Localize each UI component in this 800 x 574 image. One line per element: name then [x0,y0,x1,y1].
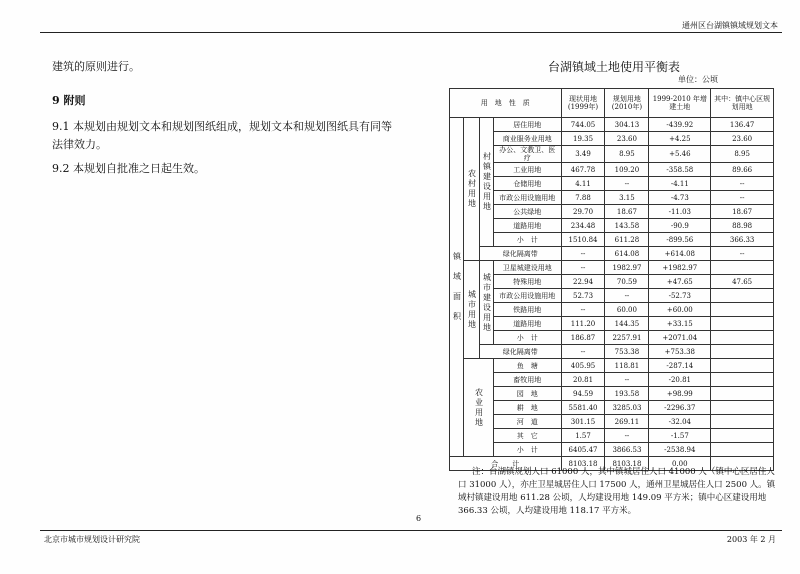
cell-planned: -- [605,373,649,387]
cell-current: 186.87 [561,331,605,345]
cell-current: 20.81 [561,373,605,387]
cell-increase: +98.99 [649,387,711,401]
section-heading: 9 附则 [52,94,86,107]
land-use-table [449,88,774,471]
cell-current: 5581.40 [561,401,605,415]
table-title: 台湖镇域土地使用平衡表 [548,60,681,74]
cell-current: 22.94 [561,275,605,289]
group-urban-construction: 城市建设用地 [479,261,493,345]
table-row [450,345,774,359]
table-row [450,429,774,443]
page-number: 6 [416,514,422,523]
table-unit: 单位：公顷 [678,75,718,84]
cell-current: 4.11 [561,177,605,191]
row-name: 居住用地 [493,118,561,132]
row-name: 耕 地 [493,401,561,415]
cell-center: 23.60 [711,132,774,146]
table-row [450,191,774,205]
cell-current: -- [561,261,605,275]
row-name: 小 计 [493,331,561,345]
table-row [450,331,774,345]
cell-current: 1510.84 [561,233,605,247]
cell-planned: 18.67 [605,205,649,219]
cell-center: 89.66 [711,163,774,177]
cell-current: 301.15 [561,415,605,429]
row-name: 市政公用设施用地 [493,289,561,303]
row-name: 河 道 [493,415,561,429]
row-name: 办公、文教卫、医疗 [493,146,561,163]
group-village-construction: 村镇建设用地 [479,118,493,247]
cell-current: 744.05 [561,118,605,132]
row-name: 商业服务业用地 [493,132,561,146]
cell-center [711,345,774,359]
cell-current: 8103.18 [561,457,605,471]
table-header-row [450,89,774,118]
cell-center [711,429,774,443]
cell-center: -- [711,247,774,261]
cell-increase: +47.65 [649,275,711,289]
cell-center: 47.65 [711,275,774,289]
clause-9-1: 9.1 本规划由规划文本和规划图纸组成，规划文本和规划图纸具有同等法律效力。 [52,120,392,151]
cell-center [711,303,774,317]
footer-organization: 北京市城市规划设计研究院 [44,535,140,544]
row-name: 工业用地 [493,163,561,177]
cell-current: 52.73 [561,289,605,303]
group-urban: 城市用地 [463,261,479,359]
table-row [450,415,774,429]
group-rural: 农村用地 [463,118,479,261]
cell-planned: 23.60 [605,132,649,146]
cell-current: 7.88 [561,191,605,205]
cell-increase: +5.46 [649,146,711,163]
cell-center [711,443,774,457]
cell-current: 19.35 [561,132,605,146]
row-name: 园 地 [493,387,561,401]
cell-planned: 3866.53 [605,443,649,457]
group-agri: 农业用地 [463,359,493,457]
cell-planned: 118.81 [605,359,649,373]
cell-center [711,289,774,303]
header-current: 现状用地 (1999年) [561,89,605,118]
cell-increase: -32.04 [649,415,711,429]
header-increase: 1999-2010 年增建土地 [649,89,711,118]
header-land-use: 用 地 性 质 [450,89,562,118]
cell-center: 366.33 [711,233,774,247]
continuation-line: 建筑的原则进行。 [52,60,140,73]
cell-current: 405.95 [561,359,605,373]
cell-current: -- [561,247,605,261]
cell-planned: 3285.03 [605,401,649,415]
cell-increase: +614.08 [649,247,711,261]
table-row [450,401,774,415]
row-name: 其 它 [493,429,561,443]
cell-planned: 304.13 [605,118,649,132]
row-name: 市政公用设施用地 [493,191,561,205]
cell-increase: -899.56 [649,233,711,247]
cell-increase: -11.03 [649,205,711,219]
footer-date: 2003 年 2 月 [726,535,776,544]
cell-center [711,331,774,345]
cell-planned: 193.58 [605,387,649,401]
cell-current: -- [561,345,605,359]
row-name: 特殊用地 [493,275,561,289]
row-name: 公共绿地 [493,205,561,219]
cell-increase: -2538.94 [649,443,711,457]
cell-center: -- [711,191,774,205]
cell-increase: -1.57 [649,429,711,443]
table-row [450,205,774,219]
table-row [450,261,774,275]
table-row [450,443,774,457]
cell-increase: 0.00 [649,457,711,471]
cell-planned: 144.35 [605,317,649,331]
cell-increase: -4.73 [649,191,711,205]
cell-current: 29.70 [561,205,605,219]
table-row [450,233,774,247]
cell-increase: -90.9 [649,219,711,233]
row-name: 小 计 [493,233,561,247]
cell-planned: 753.38 [605,345,649,359]
cell-center: 8.95 [711,146,774,163]
table-row [450,387,774,401]
row-name: 小 计 [493,443,561,457]
table-row [450,132,774,146]
table-row [450,118,774,132]
cell-planned: 143.58 [605,219,649,233]
cell-planned: 60.00 [605,303,649,317]
cell-planned: 8.95 [605,146,649,163]
cell-increase: -20.81 [649,373,711,387]
cell-increase: -2296.37 [649,401,711,415]
cell-current: -- [561,303,605,317]
table-row [450,177,774,191]
cell-planned: 109.20 [605,163,649,177]
cell-current: 1.57 [561,429,605,443]
row-name: 鱼 塘 [493,359,561,373]
table-row [450,303,774,317]
cell-center: 18.67 [711,205,774,219]
row-name: 道路用地 [493,219,561,233]
cell-center [711,387,774,401]
cell-center [711,317,774,331]
cell-current: 94.59 [561,387,605,401]
row-name: 道路用地 [493,317,561,331]
clause-9-2: 9.2 本规划自批准之日起生效。 [52,162,205,175]
cell-planned: 2257.91 [605,331,649,345]
row-name: 畜牧用地 [493,373,561,387]
table-row [450,289,774,303]
cell-increase: -287.14 [649,359,711,373]
header-center: 其中：镇中心区规划用地 [711,89,774,118]
cell-planned: 8103.18 [605,457,649,471]
cell-increase: -439.92 [649,118,711,132]
row-name: 卫星城建设用地 [493,261,561,275]
cell-planned: 70.59 [605,275,649,289]
table-row [450,373,774,387]
cell-planned: -- [605,429,649,443]
cell-planned: 611.28 [605,233,649,247]
row-name: 仓储用地 [493,177,561,191]
cell-planned: -- [605,177,649,191]
running-header: 通州区台湖镇镇域规划文本 [682,21,778,30]
cell-increase: +4.25 [649,132,711,146]
total-label: 合 计 [450,457,562,471]
table-row [450,146,774,163]
table-row [450,317,774,331]
row-name: 绿化隔离带 [479,345,561,359]
footer-rule [40,530,782,531]
cell-planned: -- [605,289,649,303]
row-name: 绿化隔离带 [479,247,561,261]
cell-center [711,261,774,275]
table-row [450,163,774,177]
cell-current: 6405.47 [561,443,605,457]
cell-center [711,359,774,373]
cell-current: 467.78 [561,163,605,177]
header-rule [40,32,782,33]
cell-increase: +753.38 [649,345,711,359]
cell-planned: 614.08 [605,247,649,261]
cell-planned: 3.15 [605,191,649,205]
cell-planned: 1982.97 [605,261,649,275]
cell-planned: 269.11 [605,415,649,429]
cell-increase: -4.11 [649,177,711,191]
table-row [450,275,774,289]
cell-center [711,373,774,387]
cell-center [711,401,774,415]
table-row [450,359,774,373]
group-town-area: 镇 域 面 积 [450,118,464,457]
cell-center [711,415,774,429]
cell-increase: +2071.04 [649,331,711,345]
cell-increase: +60.00 [649,303,711,317]
table-row [450,247,774,261]
cell-current: 3.49 [561,146,605,163]
header-planned: 规划用地 (2010年) [605,89,649,118]
cell-increase: -358.58 [649,163,711,177]
cell-center: 136.47 [711,118,774,132]
cell-current: 234.48 [561,219,605,233]
table-row [450,219,774,233]
cell-current: 111.20 [561,317,605,331]
cell-increase: -52.73 [649,289,711,303]
table-note: 注：台湖镇规划人口 61000 人，其中镇城居住人口 41000 人（镇中心区居住人口 31000 人），亦庄卫星城居住人口 17500 人，通州卫星城居住人口 2500 人。镇域村镇建设用地 611.28 公顷，人均建设用地 149.09 平方米；镇中心区建设用地 366.33 公顷，人均建设用地 118.17 平方米。 [458,467,776,516]
cell-center: -- [711,177,774,191]
row-name: 铁路用地 [493,303,561,317]
cell-increase: +33.15 [649,317,711,331]
cell-center: 88.98 [711,219,774,233]
cell-increase: +1982.97 [649,261,711,275]
